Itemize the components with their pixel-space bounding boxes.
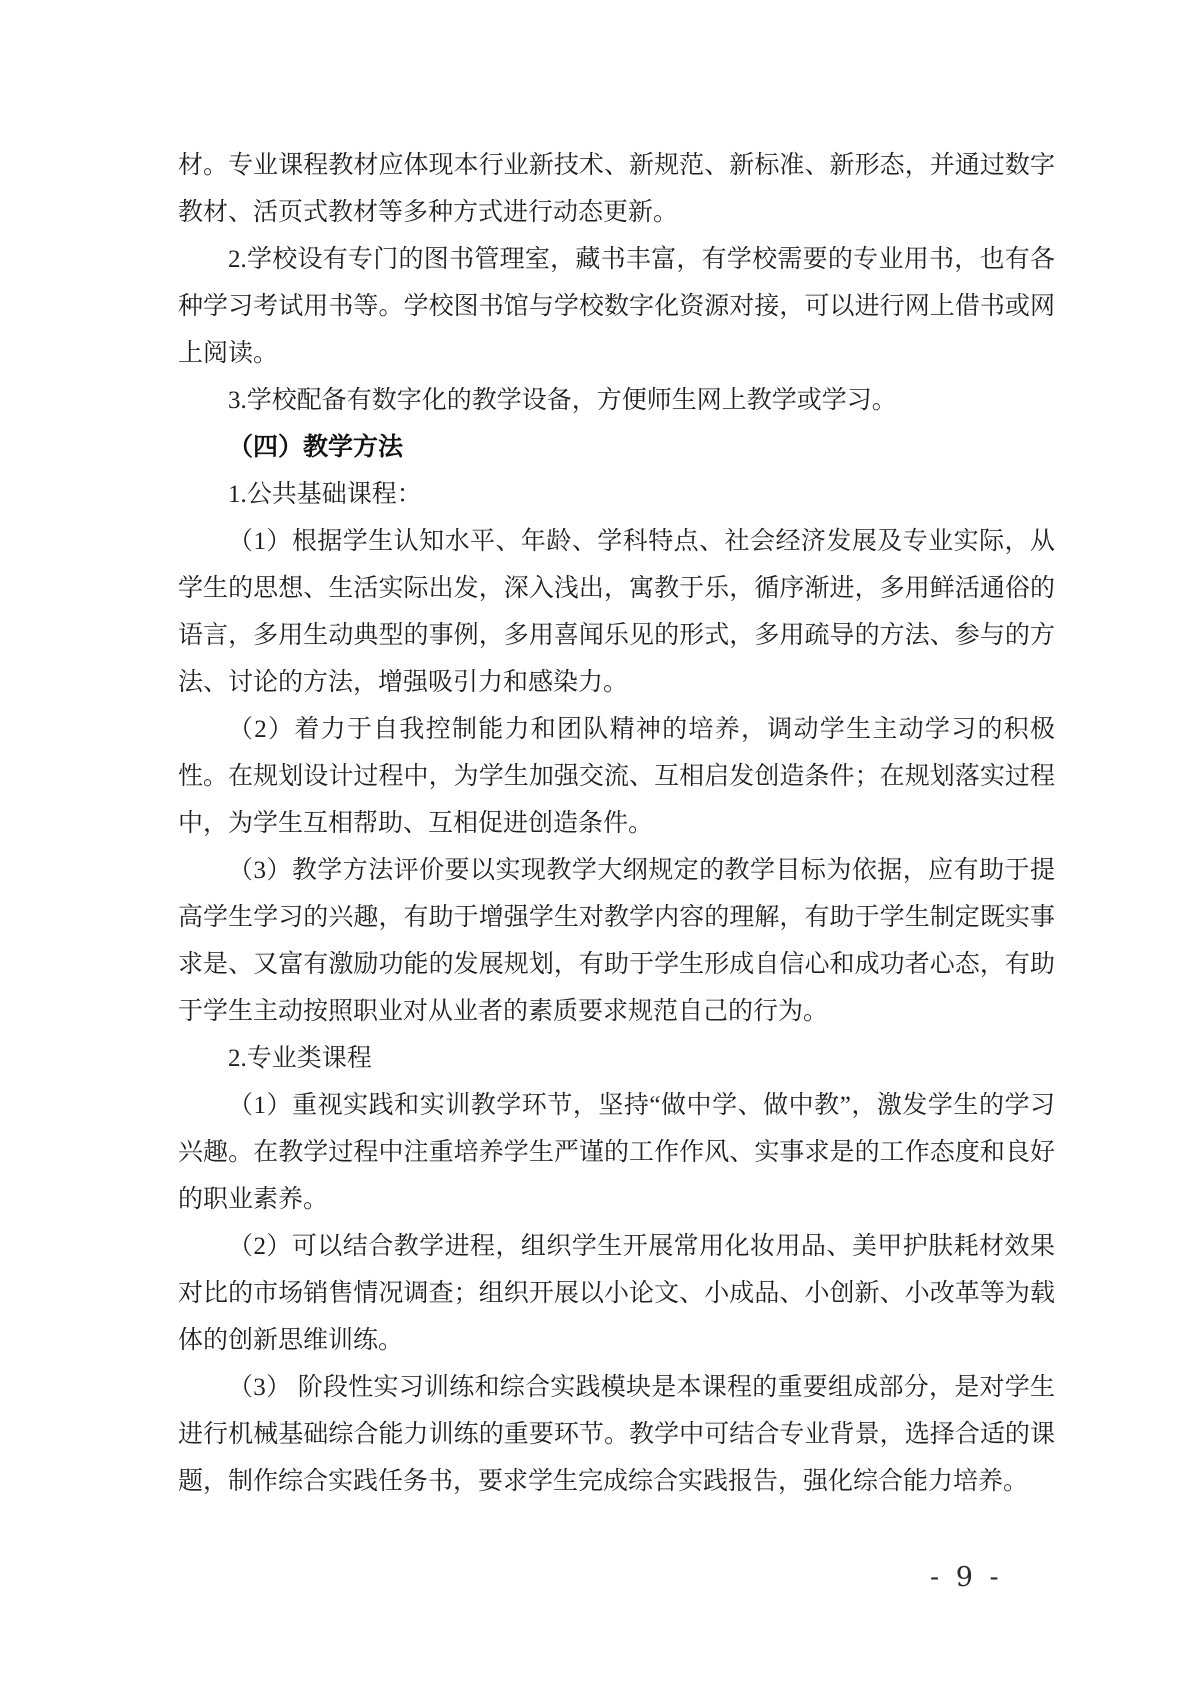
section-heading-teaching-methods: （四）教学方法: [228, 434, 404, 461]
paragraph-professional-item-2: （2）可以结合教学进程，组织学生开展常用化妆用品、美甲护肤耗材效果对比的市场销售情况调查；组织开展以小论文、小成品、小创新、小改革等为载体的创新思维训练。: [178, 1233, 1055, 1354]
paragraph-basic-item-1: （1）根据学生认知水平、年龄、学科特点、社会经济发展及专业实际，从学生的思想、生活实际出发，深入浅出，寓教于乐，循序渐进，多用鲜活通俗的语言，多用生动典型的事例，多用喜闻乐见的形式，多用疏导的方法、参与的方法、讨论的方法，增强吸引力和感染力。: [178, 528, 1055, 696]
paragraph-library: 2.学校设有专门的图书管理室，藏书丰富，有学校需要的专业用书，也有各种学习考试用书等。学校图书馆与学校数字化资源对接，可以进行网上借书或网上阅读。: [178, 246, 1055, 367]
paragraph-professional-courses-label: 2.专业类课程: [228, 1045, 372, 1072]
page-number: - 9 -: [930, 1562, 1003, 1593]
paragraph-professional-item-1: （1）重视实践和实训教学环节，坚持“做中学、做中教”，激发学生的学习兴趣。在教学过程中注重培养学生严谨的工作作风、实事求是的工作态度和良好的职业素养。: [178, 1092, 1055, 1213]
document-body: [178, 142, 1055, 1505]
paragraph-digital-equipment: 3.学校配备有数字化的教学设备，方便师生网上教学或学习。: [228, 387, 897, 414]
paragraph-professional-item-3: （3） 阶段性实习训练和综合实践模块是本课程的重要组成部分，是对学生进行机械基础综合能力训练的重要环节。教学中可结合专业背景，选择合适的课题，制作综合实践任务书，要求学生完成综合实践报告，强化综合能力培养。: [178, 1374, 1055, 1495]
paragraph-continuation: 材。专业课程教材应体现本行业新技术、新规范、新标准、新形态，并通过数字教材、活页式教材等多种方式进行动态更新。: [178, 152, 1055, 226]
paragraph-basic-item-2: （2）着力于自我控制能力和团队精神的培养，调动学生主动学习的积极性。在规划设计过程中，为学生加强交流、互相启发创造条件；在规划落实过程中，为学生互相帮助、互相促进创造条件。: [178, 716, 1055, 837]
paragraph-public-basic-courses-label: 1.公共基础课程：: [228, 481, 422, 508]
paragraph-basic-item-3: （3）教学方法评价要以实现教学大纲规定的教学目标为依据，应有助于提高学生学习的兴趣，有助于增强学生对教学内容的理解，有助于学生制定既实事求是、又富有激励功能的发展规划，有助于学生形成自信心和成功者心态，有助于学生主动按照职业对从业者的素质要求规范自己的行为。: [178, 857, 1055, 1025]
